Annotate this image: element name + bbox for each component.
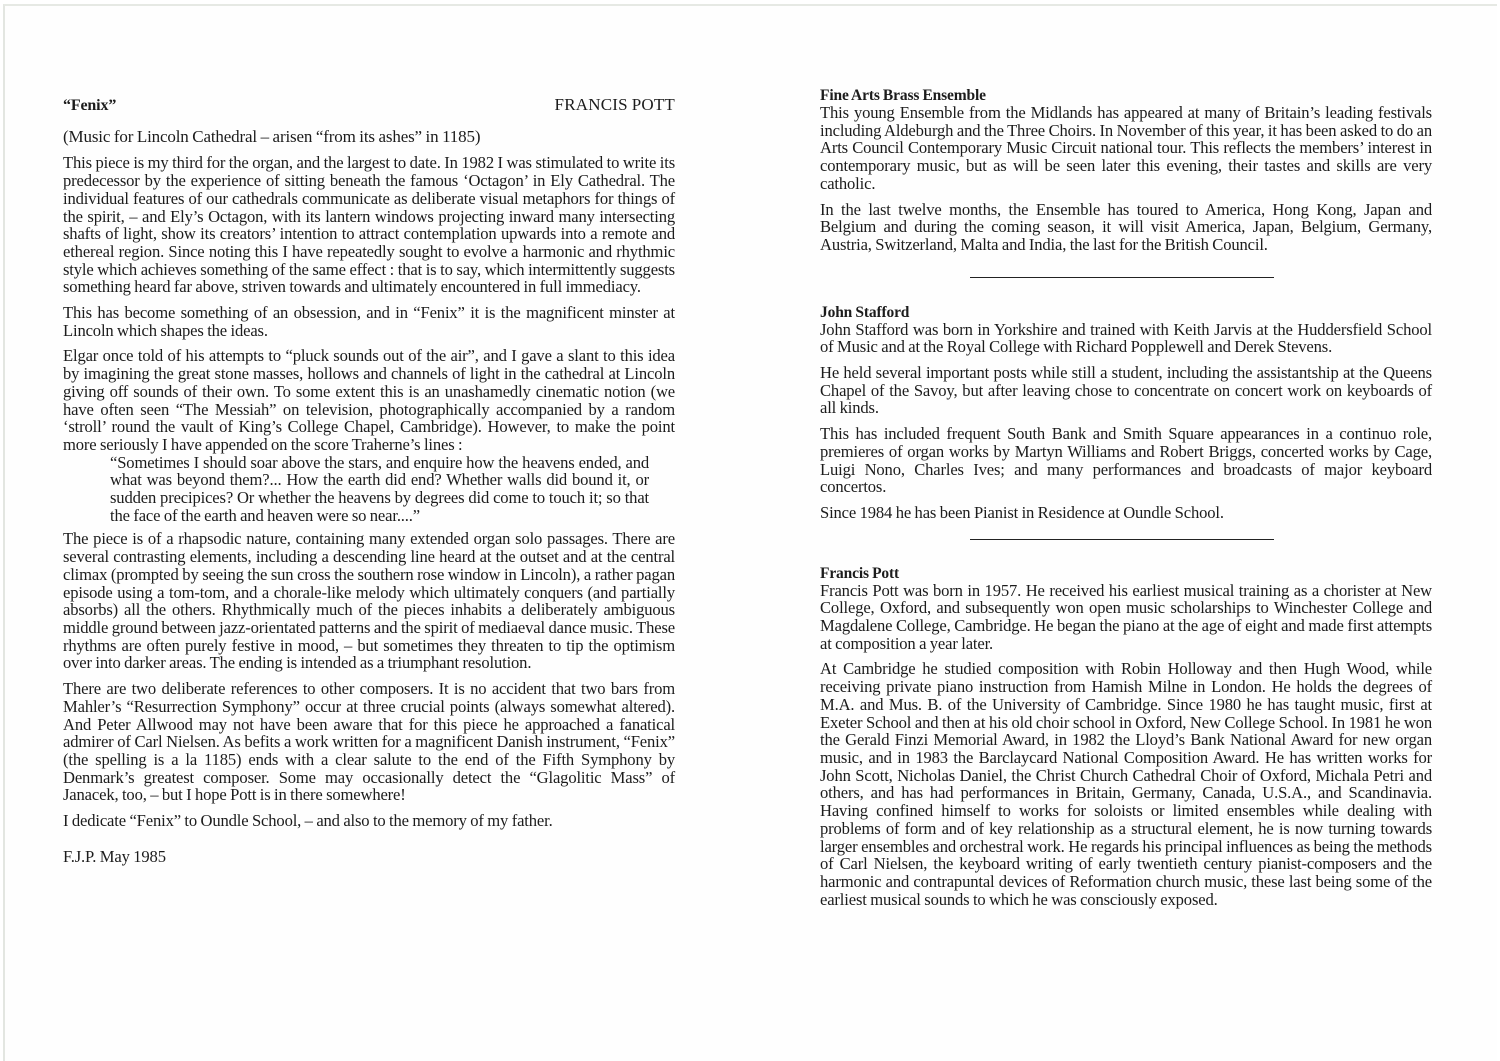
right-page: [820, 87, 1432, 908]
section-heading: John Stafford: [820, 303, 910, 321]
biography-paragraph: This young Ensemble from the Midlands has appeared at many of Britain’s leading festivals including Aldeburgh and the Three Choirs. In November of this year, it has been asked to do an Arts Council Contemporary Music Circuit national tour. This reflects the members’ interest in contemporary music, but as will be seen later this evening, their tastes and skills are very catholic.: [820, 103, 1432, 193]
biography-paragraph: This has included frequent South Bank and Smith Square appearances in a continuo role, premieres of organ works by Martyn Williams and Robert Briggs, concerted works by Cage, Luigi Nono, Charles Ives; and many performances and broadcasts of major keyboard concertos.: [820, 424, 1432, 497]
signature: F.J.P. May 1985: [63, 846, 166, 866]
section-divider: [970, 277, 1274, 278]
biography-paragraph: In the last twelve months, the Ensemble has toured to America, Hong Kong, Japan and Belgium and during the coming season, it will visit America, Japan, Belgium, Germany, Austria, Switzerland, Malta and India, the last for the British Council.: [820, 199, 1432, 254]
biography-paragraph: Francis Pott was born in 1957. He received his earliest musical training as a chorister at New College, Oxford, and subsequently won open music scholarships to Winchester College and Magdalene College, Cambridge. He began the piano at the age of eight and made first attempts at composition a year later.: [820, 580, 1432, 653]
composer-name: FRANCIS POTT: [554, 95, 675, 114]
piece-subtitle: (Music for Lincoln Cathedral – arisen “from its ashes” in 1185): [63, 126, 481, 146]
biography-paragraph: John Stafford was born in Yorkshire and trained with Keith Jarvis at the Huddersfield School of Music and at the Royal College with Richard Popplewell and Derek Stevens.: [820, 319, 1432, 357]
biography-fine-arts-brass-ensemble: [820, 87, 1432, 254]
biography-paragraph: He held several important posts while still a student, including the assistantship at the Queens Chapel of the Savoy, but after leaving chose to concentrate on concert work on keyboards of all kinds.: [820, 363, 1432, 418]
piece-header: [63, 96, 675, 115]
left-page: [63, 92, 675, 865]
section-divider: [970, 539, 1274, 540]
biography-paragraph: At Cambridge he studied composition with Robin Holloway and then Hugh Wood, while receiving private piano instruction from Hamish Milne in London. He holds the degrees of M.A. and Mus. B. of the University of Cambridge. Since 1980 he has taught music, first at Exeter School and then at his old choir school in Oxford, New College School. In 1981 he won the Gerald Finzi Memorial Award, in 1982 the Lloyd’s Bank National Award for new organ music, and in 1983 the Barclaycard National Composition Award. He has written works for John Scott, Nicholas Daniel, the Christ Church Cathedral Choir of Oxford, Michala Petri and others, and has had performances in Britain, Germany, Canada, U.S.A., and Scandinavia. Having confined himself to works for soloists or limited ensembles while dealing with problems of form and of key relationship as a structural element, he is now turning towards larger ensembles and orchestral work. He regards his principal influences as being the methods of Carl Nielsen, the keyboard writing of early twentieth century pianist-composers and the harmonic and contrapuntal devices of Reformation church music, these last being some of the earliest musical sounds to which he was consciously exposed.: [820, 659, 1432, 909]
programme-note-paragraph: This has become something of an obsession, and in “Fenix” it is the magnificent minster at Lincoln which shapes the ideas.: [63, 303, 675, 340]
scanned-program-spread: [3, 4, 1497, 1061]
section-heading: Francis Pott: [820, 564, 900, 582]
piece-title: “Fenix”: [63, 97, 117, 114]
programme-note-paragraph: The piece is of a rhapsodic nature, containing many extended organ solo passages. There are several contrasting elements, including a descending line heard at the outset and at the central climax (prompted by seeing the sun cross the southern rose window in Lincoln), a rather pagan episode using a tom-tom, and a chorale-like melody which ultimately conquers (and partially absorbs) all the others. Rhythmically much of the pieces inhabits a deliberately ambiguous middle ground between jazz-orientated patterns and the spirit of mediaeval dance music. These rhythms are often purely festive in mood, – but sometimes they threaten to tip the optimism over into darker areas. The ending is intended as a triumphant resolution.: [63, 529, 675, 673]
section-heading: Fine Arts Brass Ensemble: [820, 87, 986, 104]
biography-francis-pott: [820, 565, 1432, 909]
programme-note-paragraph: This piece is my third for the organ, and the largest to date. In 1982 I was stimulated to write its predecessor by the experience of sitting beneath the famous ‘Octagon’ in Ely Cathedral. The individual features of our cathedrals communicate as deliberate visual metaphors for things of the spirit, – and Ely’s Octagon, with its lantern windows projecting inward many intersecting shafts of light, show its creators’ intention to attract contemplation upwards into a remote and ethereal region. Since noting this I have repeatedly sought to evolve a harmonic and rhythmic style which achieves something of the same effect : that is to say, which intermittently suggests something heard far above, striven towards and ultimately encountered in full immediacy.: [63, 153, 675, 297]
programme-note-paragraph: Elgar once told of his attempts to “pluck sounds out of the air”, and I gave a slant to this idea by imagining the great stone masses, hollows and channels of light in the cathedral at Lincoln giving off sounds of their own. To some extent this is an unashamedly cinematic notion (we have often seen “The Messiah” on television, photographically accompanied by a random ‘stroll’ round the vault of King’s College Chapel, Cambridge). However, to make the point more seriously I have appended on the score Traherne’s lines :: [63, 346, 675, 454]
traherne-quote: “Sometimes I should soar above the stars, and enquire how the heavens ended, and what was beyond them?... How the earth did end? Whether walls did bound it, or sudden precipices? Or whether the heavens by degrees did come to touch it; so that the face of the earth and heaven were so near....”: [110, 452, 649, 525]
programme-note-paragraph: There are two deliberate references to other composers. It is no accident that two bars from Mahler’s “Resurrection Symphony” occur at three crucial points (always somewhat altered). And Peter Allwood may not have been aware that for this piece he approached a fanatical admirer of Carl Nielsen. As befits a work written for a magnificent Danish instrument, “Fenix” (the spelling is a la 1185) ends with a clear salute to the end of the Fifth Symphony by Denmark’s greatest composer. Some may occasionally detect the “Glagolitic Mass” of Janacek, too, – but I hope Pott is in there somewhere!: [63, 679, 675, 805]
dedication: I dedicate “Fenix” to Oundle School, – and also to the memory of my father.: [63, 811, 553, 831]
biography-paragraph: Since 1984 he has been Pianist in Residence at Oundle School.: [820, 502, 1224, 522]
biography-john-stafford: [820, 304, 1432, 522]
